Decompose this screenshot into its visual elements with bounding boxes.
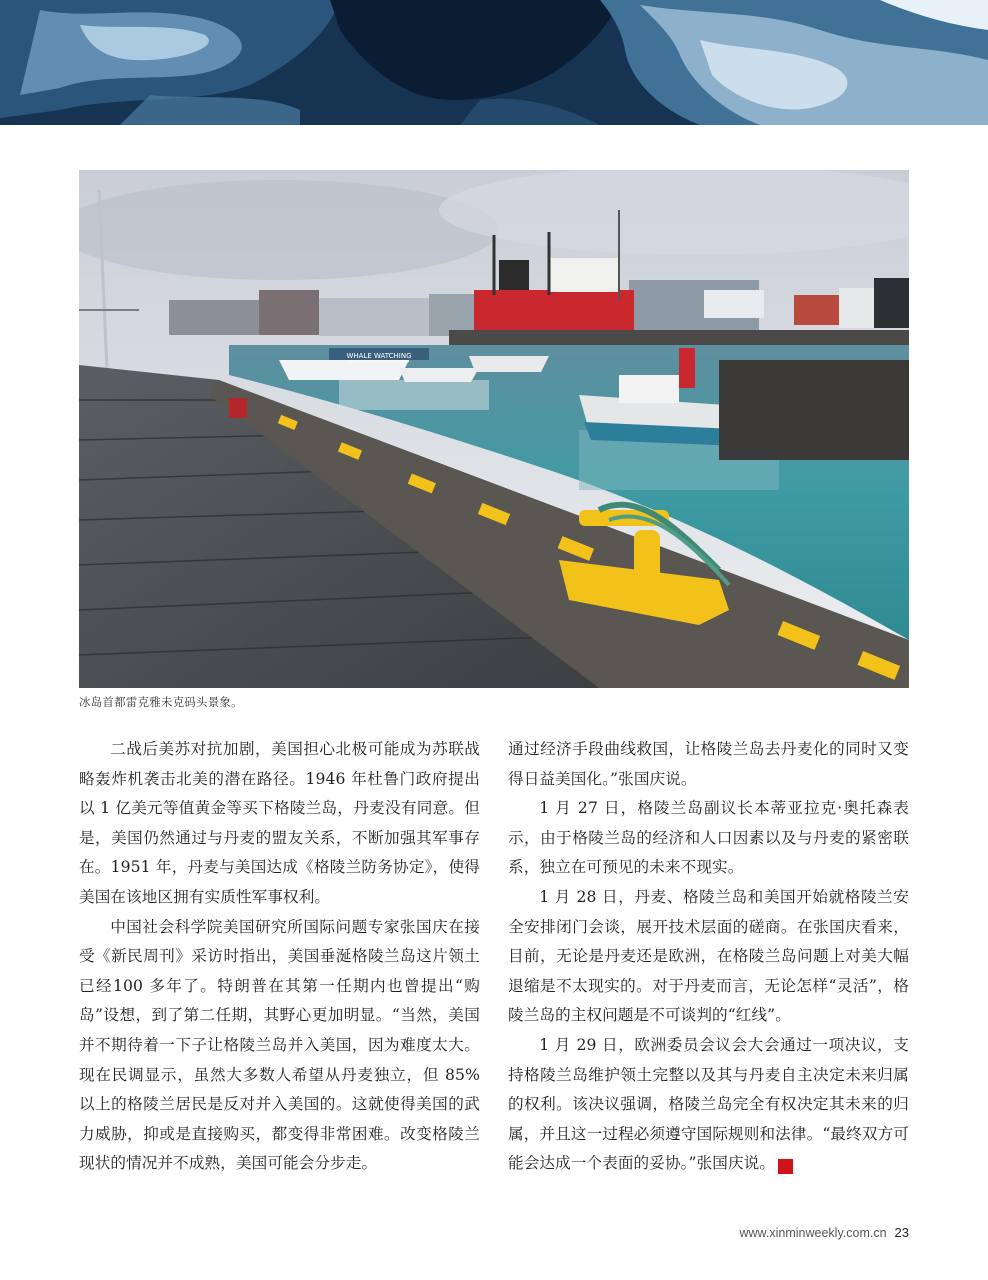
page-footer — [740, 1225, 910, 1240]
top-ice-image — [0, 0, 988, 125]
article-column-right — [508, 735, 909, 1179]
whale-watching-sign: WHALE WATCHING — [346, 352, 412, 360]
photo-caption: 冰岛首都雷克雅未克码头景象。 — [79, 695, 243, 709]
article-paragraph-final — [508, 1031, 909, 1179]
ice-aerial-illustration — [0, 0, 988, 125]
article-paragraph: 1 月 28 日，丹麦、格陵兰岛和美国开始就格陵兰安全安排闭门会谈，展开技术层面的磋商。在张国庆看来，目前，无论是丹麦还是欧洲，在格陵兰岛问题上对美大幅退缩是不太现实的。对于丹麦而言，无论怎样“灵活”，格陵兰岛的主权问题是不可谈判的“红线”。 — [508, 887, 909, 1025]
final-paragraph-text: 1 月 29 日，欧洲委员会议会大会通过一项决议，支持格陵兰岛维护领土完整以及其与丹麦自主决定未来归属的权利。该决议强调，格陵兰岛完全有权决定其未来的归属，并且这一过程必须遵守国际规则和法律。“最终双方可能会达成一个表面的妥协。”张国庆说。 — [508, 1035, 909, 1173]
article-column-left — [79, 735, 480, 1179]
article-paragraph-continuation: 通过经济手段曲线救国，让格陵兰岛去丹麦化的同时又变得日益美国化。”张国庆说。 — [508, 740, 909, 788]
article-end-mark-icon: 民 — [778, 1159, 793, 1174]
harbor-photo — [79, 170, 909, 688]
article-paragraph: 中国社会科学院美国研究所国际问题专家张国庆在接受《新民周刊》采访时指出，美国垂涎格陵兰岛这片领土已经100 多年了。特朗普在其第一任期内也曾提出“购岛”设想，到了第二任期，其野心更加明显。“当然，美国并不期待着一下子让格陵兰岛并入美国，因为难度太大。现在民调显示，虽然大多数人希望从丹麦独立，但 85% 以上的格陵兰居民是反对并入美国的。这就使得美国的武力威胁，抑或是直接购买，都变得非常困难。改变格陵兰现状的情况并不成熟，美国可能会分步走。 — [79, 917, 480, 1173]
article-paragraph: 1 月 27 日，格陵兰岛副议长本蒂亚拉克·奥托森表示，由于格陵兰岛的经济和人口因素以及与丹麦的紧密联系，独立在可预见的未来不现实。 — [508, 799, 909, 877]
footer-website: www.xinminweekly.com.cn — [739, 1226, 887, 1240]
page-number: 23 — [894, 1225, 909, 1240]
article-paragraph: 二战后美苏对抗加剧，美国担心北极可能成为苏联战略轰炸机袭击北美的潜在路径。1946 年杜鲁门政府提出以 1 亿美元等值黄金等买下格陵兰岛，丹麦没有同意。但是，美国仍然通过与丹麦的盟友关系，不断加强其军事存在。1951 年，丹麦与美国达成《格陵兰防务协定》，使得美国在该地区拥有实质性军事权利。 — [79, 740, 480, 906]
reykjavik-harbor-illustration — [79, 170, 909, 688]
